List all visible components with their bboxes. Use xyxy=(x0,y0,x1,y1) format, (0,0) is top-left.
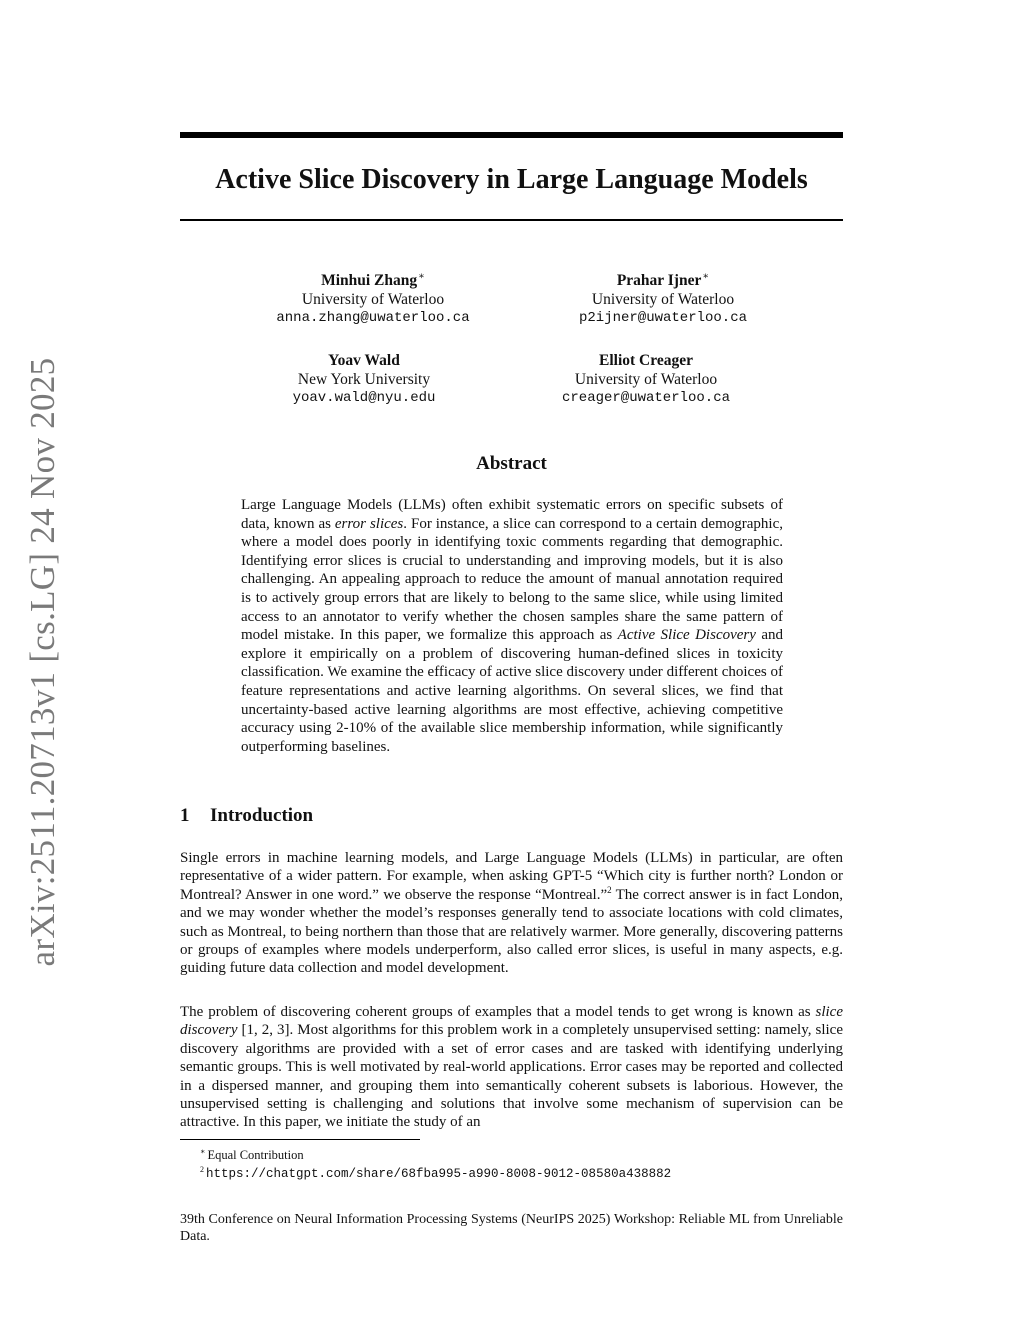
venue-note: 39th Conference on Neural Information Processing Systems (NeurIPS 2025) Workshop: Reliable ML from Unreliable Data. xyxy=(180,1212,843,1244)
author-affiliation: University of Waterloo xyxy=(301,291,445,309)
author-name: Minhui Zhang∗ xyxy=(321,271,425,290)
author-email[interactable]: p2ijner@uwaterloo.ca xyxy=(578,310,748,327)
footnote-link[interactable]: https://chatgpt.com/share/68fba995-a990-8008-9012-08580a438882 xyxy=(206,1167,672,1182)
intro-paragraph: The problem of discovering coherent groups of examples that a model tends to get wrong is known as slice discovery [1, 2, 3]. Most algorithms for this problem work in a completely unsupervised setting: namely, slice discovery algorithms are provided with a set of error cases and are tasked with identifying underlying semantic groups. This is well motivated by real-world applications. Error cases may be reported and collected in a dispersed manner, and grouping them into semantically coherent subsets is laborious. However, the unsupervised setting is challenging and solutions that involve some mechanism of supervision can be attractive. In this paper, we initiate the study of an xyxy=(180,1004,843,1131)
footnote-mark: ∗ xyxy=(200,1147,206,1156)
footnote-text: Equal Contribution xyxy=(207,1148,304,1163)
emphasis-term: slice discovery xyxy=(180,1004,843,1039)
abstract-text: Large Language Models (LLMs) often exhibit systematic errors on specific subsets of data, known as error slices. For instance, a slice can correspond to a certain demographic, where a model does poorly in identifying toxic comments regarding that demographic. Identifying error slices is crucial to understanding and improving models, but it is also challenging. An appealing approach to reduce the amount of manual annotation required is to actively group errors that are likely to belong to the same slice, while using limited access to an annotator to verify whether the chosen samples share the same pattern of model mistake. In this paper, we formalize this approach as Active Slice Discovery and explore it empirically on a problem of discovering human-defined slices in toxicity classification. We examine the efficacy of active slice discovery under different choices of feature representations and active learning algorithms. On several slices, we find that uncertainty-based active learning algorithms are most effective, achieving competitive accuracy using 2-10% of the available slice membership information, while significantly outperforming baselines. xyxy=(241,497,783,755)
author-affiliation: University of Waterloo xyxy=(591,291,735,309)
author-name: Prahar Ijner∗ xyxy=(616,271,710,290)
equal-contribution-mark: ∗ xyxy=(418,271,425,282)
abstract-heading: Abstract xyxy=(476,453,547,474)
arxiv-identifier-stamp: arXiv:2511.20713v1 [cs.LG] 24 Nov 2025 xyxy=(23,357,62,967)
section-heading xyxy=(180,805,313,827)
footnote xyxy=(200,1144,304,1163)
footnote-ref[interactable]: 2 xyxy=(607,884,612,895)
section-number: 1 xyxy=(180,805,190,826)
footnote-divider xyxy=(180,1139,420,1140)
author-affiliation: New York University xyxy=(297,371,431,388)
emphasis-term: Active Slice Discovery xyxy=(617,627,756,644)
intro-paragraph: Single errors in machine learning models, and Large Language Models (LLMs) in particular, are often representative of a wider pattern. For example, when asking GPT-5 “Which city is further north? London or Montreal? Answer in one word.” we observe the response “Montreal.”$^2$ The correct answer is in fact London, and we may wonder whether the model’s responses generally tend to associate locations with cold climates, such as Montreal, to being northern than those that are relatively warmer. More generally, discovering patterns or groups of examples where models underperform, also called error slices, is useful in many aspects, e.g. guiding future data collection and model development. xyxy=(180,850,843,977)
emphasis-term: error slices xyxy=(334,515,404,532)
author-affiliation: University of Waterloo xyxy=(574,371,718,388)
author-name: Elliot Creager xyxy=(599,352,693,369)
author-email[interactable]: creager@uwaterloo.ca xyxy=(561,390,731,406)
author-email[interactable]: yoav.wald@nyu.edu xyxy=(292,390,436,406)
author-block xyxy=(496,351,796,408)
title-bottom-rule xyxy=(180,219,843,221)
author-block xyxy=(214,351,514,408)
paper-title: Active Slice Discovery in Large Language Models xyxy=(215,164,808,195)
footnote xyxy=(200,1162,671,1182)
author-block xyxy=(223,267,523,328)
title-top-rule xyxy=(180,132,843,138)
author-block xyxy=(513,267,813,328)
equal-contribution-mark: ∗ xyxy=(702,271,710,282)
author-email[interactable]: anna.zhang@uwaterloo.ca xyxy=(276,310,470,327)
footnote-mark: 2 xyxy=(200,1165,204,1174)
section-title: Introduction xyxy=(210,805,314,826)
author-name: Yoav Wald xyxy=(328,352,400,369)
